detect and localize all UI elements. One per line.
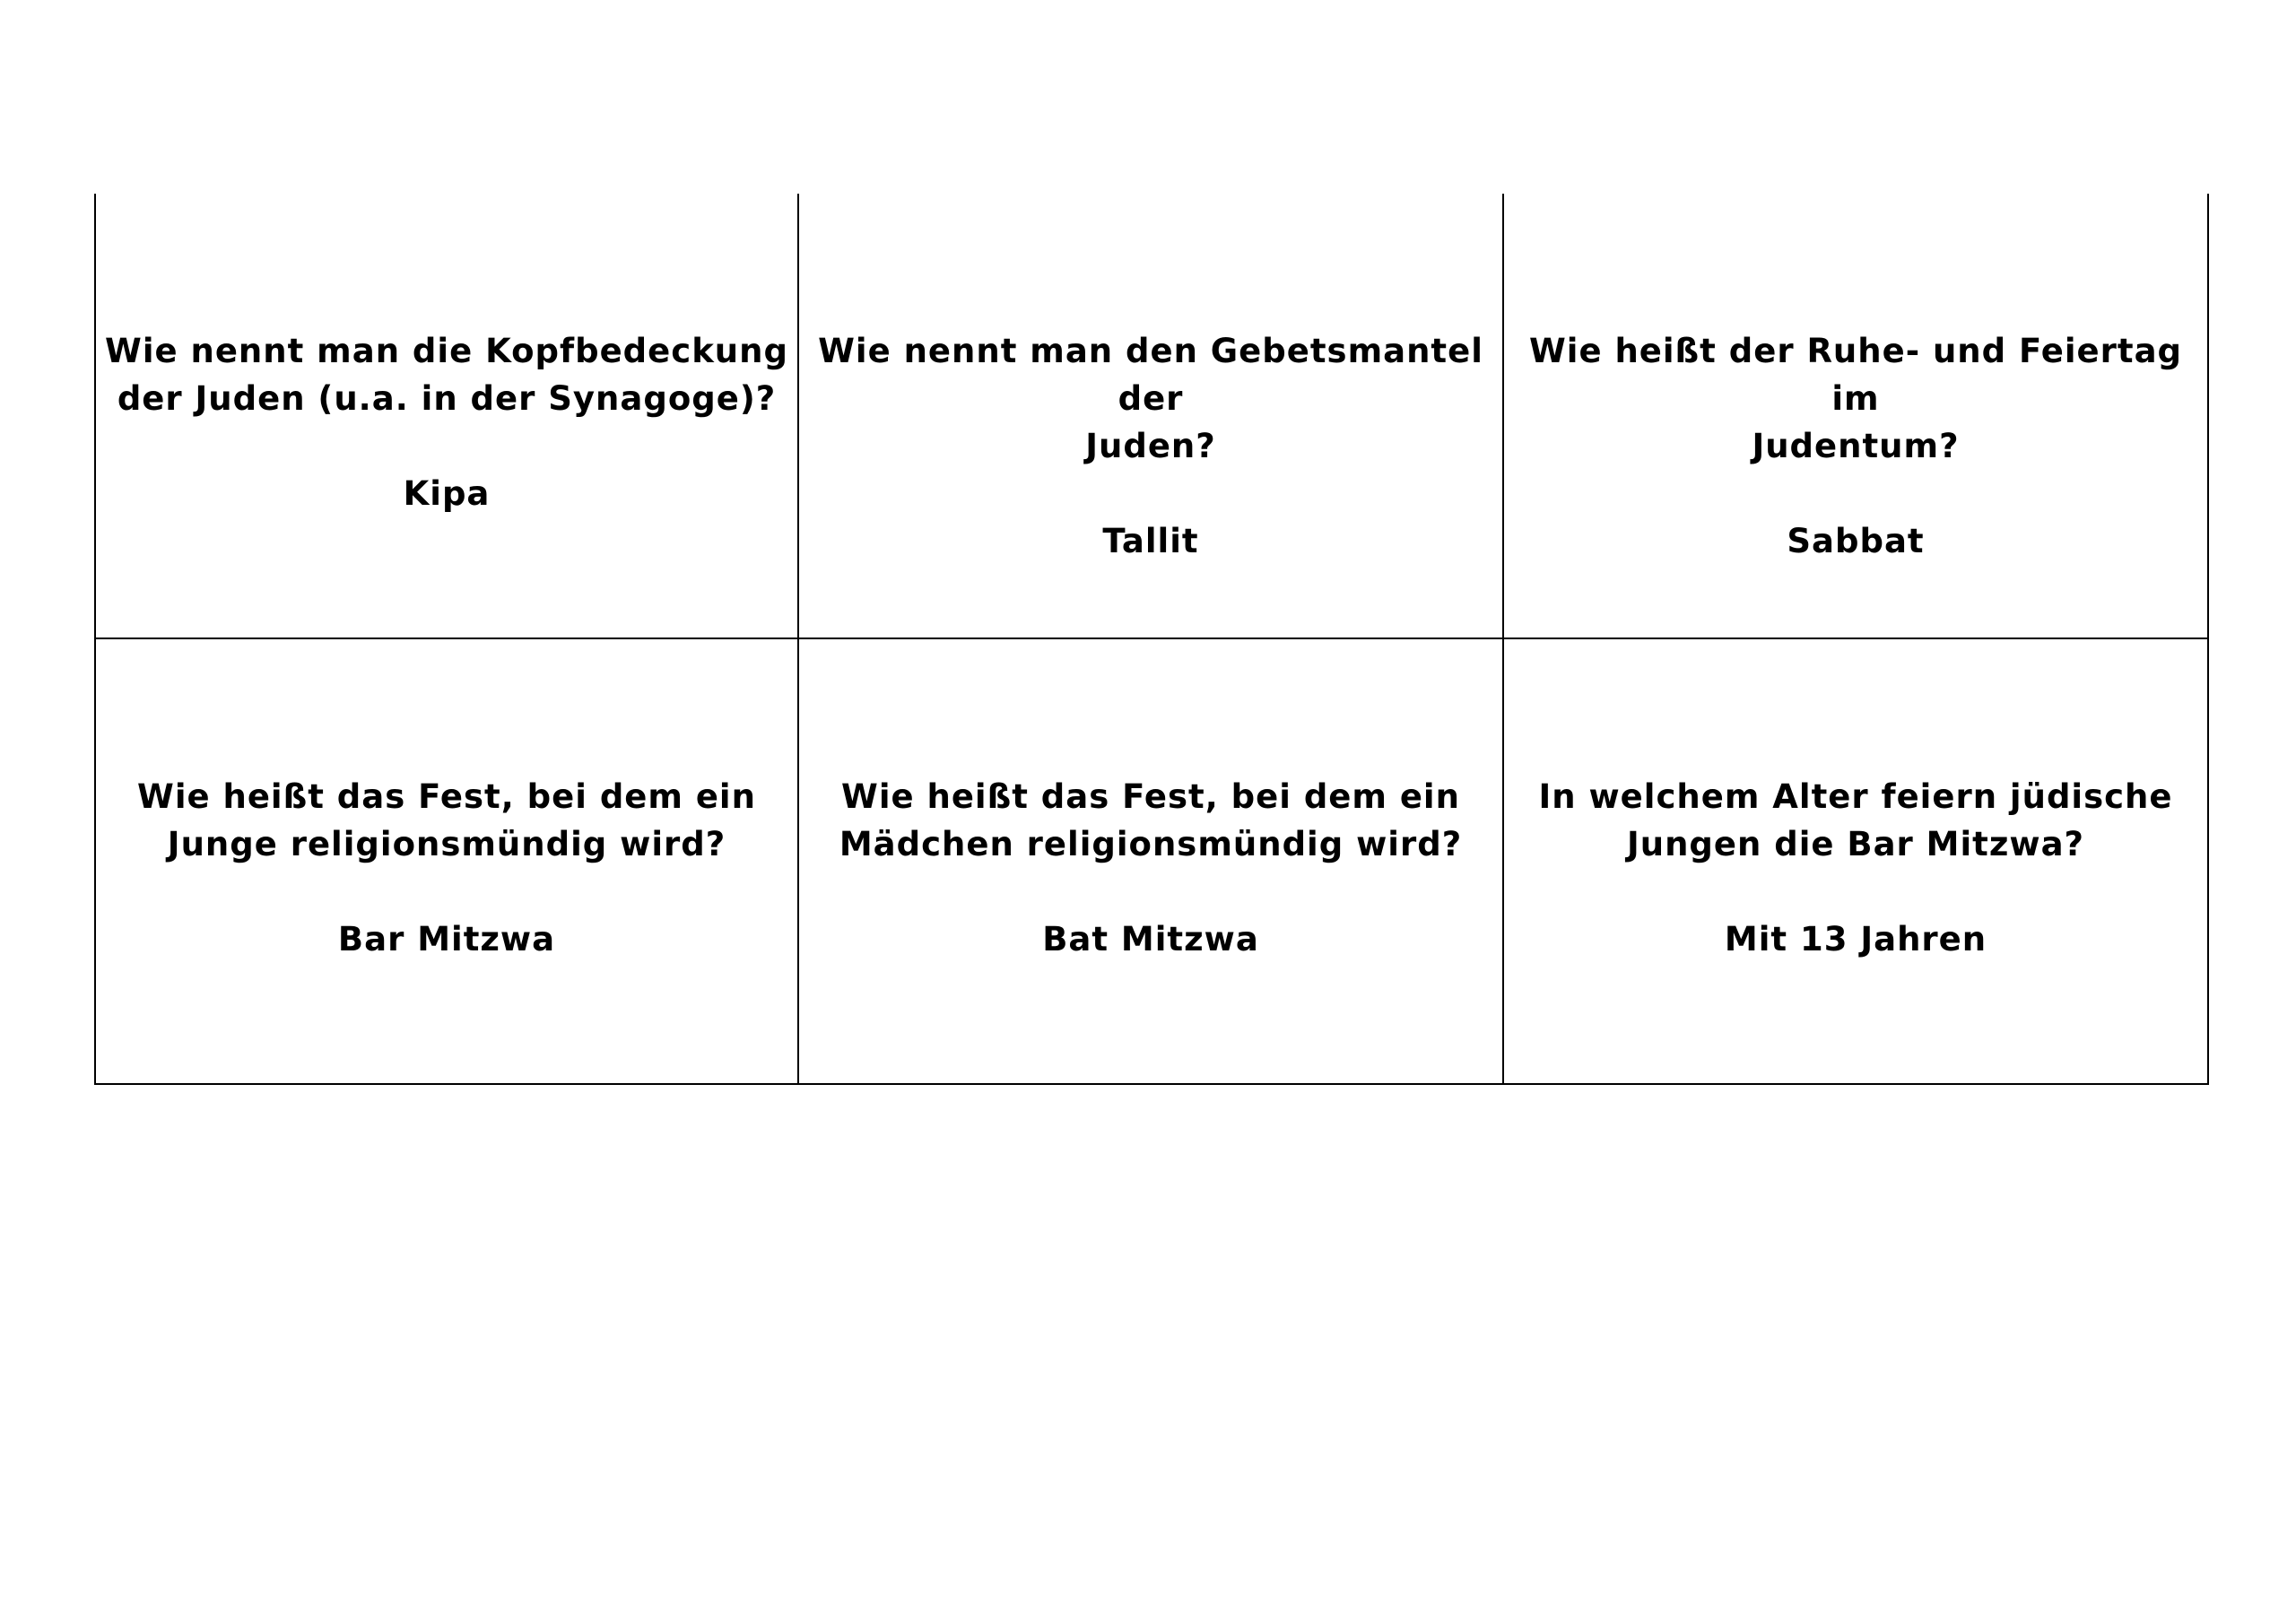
card-answer: Bat Mitzwa <box>1042 920 1259 958</box>
quiz-card-grid <box>94 194 2209 1085</box>
card-content <box>96 327 797 517</box>
quiz-card-kopfbedeckung <box>94 194 799 639</box>
card-question: Wie nennt man den Gebetsmantel der Juden? <box>818 332 1483 465</box>
card-content <box>1504 327 2207 565</box>
card-answer: Sabbat <box>1787 522 1925 560</box>
card-answer: Mit 13 Jahren <box>1724 920 1987 958</box>
quiz-card-alter <box>1504 639 2209 1085</box>
card-answer: Tallit <box>1102 522 1199 560</box>
quiz-card-bar-mitzwa <box>94 639 799 1085</box>
card-answer: Bar Mitzwa <box>337 920 556 958</box>
card-content <box>96 773 797 963</box>
card-answer: Kipa <box>403 474 491 513</box>
quiz-card-feiertag <box>1504 194 2209 639</box>
card-content <box>799 773 1502 963</box>
card-question: Wie heißt der Ruhe- und Feiertag im Judentum? <box>1528 332 2183 465</box>
card-question: In welchem Alter feiern jüdische Jungen die Bar Mitzwa? <box>1538 777 2173 863</box>
card-question: Wie nennt man die Kopfbedeckung der Juden (u.a. in der Synagoge)? <box>105 332 788 418</box>
card-question: Wie heißt das Fest, bei dem ein Junge religionsmündig wird? <box>137 777 756 863</box>
quiz-card-gebetsmantel <box>799 194 1504 639</box>
card-content <box>1504 773 2207 963</box>
quiz-card-bat-mitzwa <box>799 639 1504 1085</box>
card-content <box>799 327 1502 565</box>
card-question: Wie heißt das Fest, bei dem ein Mädchen religionsmündig wird? <box>839 777 1463 863</box>
